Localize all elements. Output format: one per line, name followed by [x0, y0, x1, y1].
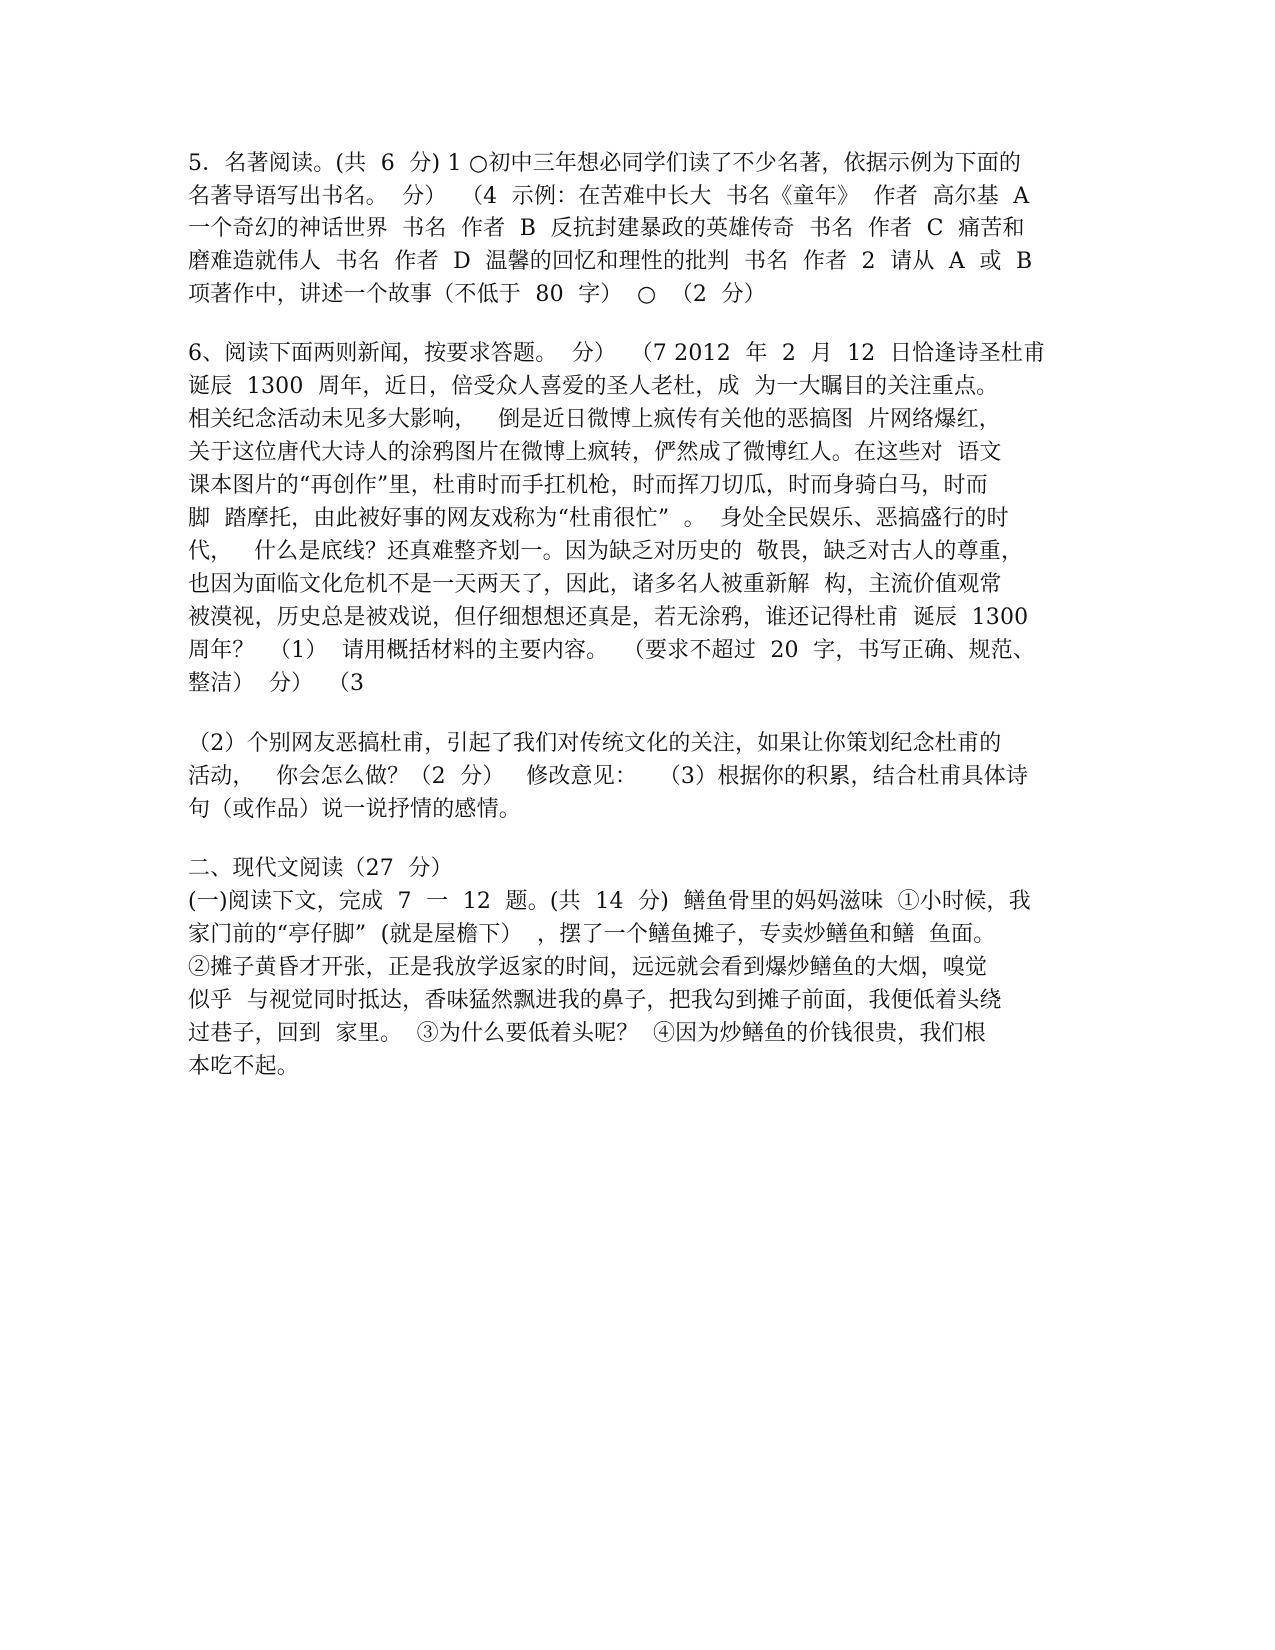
q5-line-2: 名著导语写出书名。 分） （4 示例：在苦难中长大 书名《童年》 作者 高尔基 A: [188, 184, 1030, 209]
q6-line-10: 周年？ （1） 请用概括材料的主要内容。 （要求不超过 20 字，书写正确、规范、: [188, 638, 1036, 663]
q6b-line-3: 句（或作品）说一说抒情的感情。: [188, 797, 522, 822]
q6-line-5: 课本图片的“再创作”里，杜甫时而手扛机枪，时而挥刀切瓜，时而身骑白马，时而: [188, 473, 988, 498]
q6b-line-1: （2）个别网友恶搞杜甫，引起了我们对传统文化的关注，如果让你策划纪念杜甫的: [188, 731, 1002, 756]
q6-line-4: 关于这位唐代大诗人的涂鸦图片在微博上疯转，俨然成了微博红人。在这些对 语文: [188, 440, 1002, 465]
section2-line-2: 家门前的“亭仔脚” (就是屋檐下） ，摆了一个鳝鱼摊子，专卖炒鳝鱼和鳝 鱼面。: [188, 922, 996, 947]
q6-line-11: 整洁） 分） （3: [188, 671, 365, 696]
section2-line-5: 过巷子，回到 家里。 ③为什么要低着头呢？ ④因为炒鳝鱼的价钱很贵，我们根: [188, 1021, 986, 1046]
section2-heading: 二、现代文阅读（27 分）: [188, 856, 453, 881]
q6-line-6: 脚 踏摩托，由此被好事的网友戏称为“杜甫很忙” 。 身处全民娱乐、恶搞盛行的时: [188, 506, 1009, 531]
section2-line-4: 似乎 与视觉同时抵达，香味猛然飘进我的鼻子，把我勾到摊子前面，我便低着头绕: [188, 988, 1002, 1013]
q5-line-5: 项著作中，讲述一个故事（不低于 80 字） ○ （2 分）: [188, 282, 766, 307]
q6-line-1: 6、阅读下面两则新闻，按要求答题。 分） （7 2012 年 2 月 12 日恰逢诗圣杜甫: [188, 341, 1046, 366]
q6b-line-2: 活动， 你会怎么做？（2 分） 修改意见： （3）根据你的积累，结合杜甫具体诗: [188, 764, 1029, 789]
section2-line-6: 本吃不起。: [188, 1054, 300, 1079]
section2-line-3: ②摊子黄昏才开张，正是我放学返家的时间，远远就会看到爆炒鳝鱼的大烟，嗅觉: [188, 955, 988, 980]
q6-line-9: 被漠视，历史总是被戏说，但仔细想想还真是，若无涂鸦，谁还记得杜甫 诞辰 1300: [188, 605, 1029, 630]
q6-line-8: 也因为面临文化危机不是一天两天了，因此，诸多名人被重新解 构，主流价值观常: [188, 572, 1002, 597]
section2-line-1: (一)阅读下文，完成 7 一 12 题。(共 14 分) 鳝鱼骨里的妈妈滋味 ①小时候，我: [188, 889, 1031, 914]
q6-line-2: 诞辰 1300 周年，近日，倍受众人喜爱的圣人老杜，成 为一大瞩目的关注重点。: [188, 374, 999, 399]
q6-line-3: 相关纪念活动未见多大影响， 倒是近日微博上疯传有关他的恶搞图 片网络爆红，: [188, 407, 1001, 432]
q5-line-1: 5．名著阅读。(共 6 分) 1 ○初中三年想必同学们读了不少名著，依据示例为下面的: [188, 151, 1022, 176]
q5-line-3: 一个奇幻的神话世界 书名 作者 B 反抗封建暴政的英雄传奇 书名 作者 C 痛苦和: [188, 216, 1025, 241]
q5-line-4: 磨难造就伟人 书名 作者 D 温馨的回忆和理性的批判 书名 作者 2 请从 A 或 B: [188, 249, 1033, 274]
q6-line-7: 代， 什么是底线？还真难整齐划一。因为缺乏对历史的 敬畏，缺乏对古人的尊重，: [188, 539, 1024, 564]
